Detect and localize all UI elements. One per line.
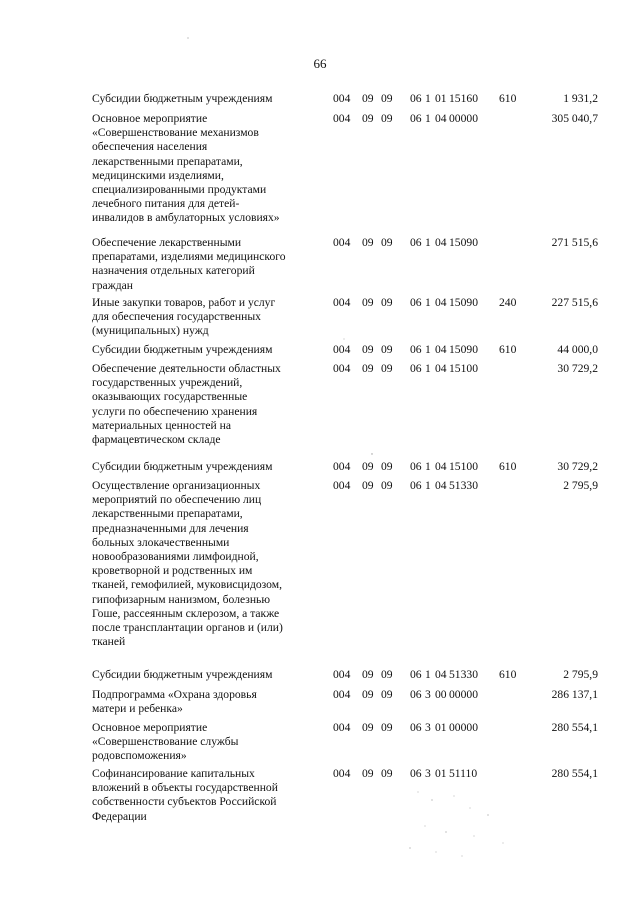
table-row: [0, 767, 640, 827]
code-rz: 09: [362, 668, 374, 681]
code-pr: 09: [381, 296, 393, 309]
description-line: больных злокачественными: [92, 535, 230, 549]
row-description: [92, 668, 328, 682]
code-main-event: 01: [435, 92, 447, 105]
code-rz: 09: [362, 688, 374, 701]
code-subprogram: 3: [425, 767, 431, 780]
code-main-event: 04: [435, 236, 447, 249]
code-pr: 09: [381, 362, 393, 375]
code-subprogram: 3: [425, 688, 431, 701]
description-line: лечебного питания для детей-: [92, 197, 240, 211]
description-line: государственных учреждений,: [92, 376, 243, 390]
table-row: [0, 92, 640, 112]
description-line: лекарственными препаратами,: [92, 507, 243, 521]
code-ved: 004: [333, 688, 351, 701]
table-row: [0, 668, 640, 688]
code-program: 06: [410, 767, 422, 780]
code-direction: 15090: [449, 236, 478, 249]
table-row: [0, 296, 640, 343]
amount: 286 137,1: [551, 688, 598, 701]
code-ved: 004: [333, 767, 351, 780]
description-line: тканей: [92, 635, 126, 649]
code-subprogram: 1: [425, 460, 431, 473]
code-direction: 15090: [449, 343, 478, 356]
row-description: [92, 688, 328, 716]
code-program: 06: [410, 668, 422, 681]
description-line: для обеспечения государственных: [92, 310, 261, 324]
code-direction: 15160: [449, 92, 478, 105]
description-line: Гоше, рассеянным склерозом, а также: [92, 606, 280, 620]
code-main-event: 00: [435, 688, 447, 701]
description-line: тканей, гемофилией, муковисцидозом,: [92, 578, 282, 592]
code-program: 06: [410, 688, 422, 701]
row-description: [92, 112, 328, 226]
description-line: Субсидии бюджетным учреждениям: [92, 460, 273, 473]
table-row: [0, 460, 640, 479]
code-subprogram: 1: [425, 92, 431, 105]
code-ved: 004: [333, 92, 351, 105]
description-line: оказывающих государственные: [92, 390, 248, 404]
amount: 271 515,6: [551, 236, 598, 249]
description-line: Иные закупки товаров, работ и услуг: [92, 296, 276, 309]
code-subprogram: 1: [425, 668, 431, 681]
description-line: родовспоможения»: [92, 749, 187, 763]
amount: 2 795,9: [563, 668, 598, 681]
code-program: 06: [410, 362, 422, 375]
code-rz: 09: [362, 236, 374, 249]
code-ved: 004: [333, 668, 351, 681]
description-line: «Совершенствование службы: [92, 735, 239, 749]
code-direction: 15100: [449, 460, 478, 473]
code-expense-type: 610: [499, 92, 517, 105]
description-line: Основное мероприятие: [92, 112, 208, 125]
description-line: инвалидов в амбулаторных условиях»: [92, 211, 280, 225]
table-row: [0, 343, 640, 362]
amount: 30 729,2: [557, 362, 598, 375]
table-row: [0, 236, 640, 296]
code-pr: 09: [381, 92, 393, 105]
code-subprogram: 1: [425, 479, 431, 492]
amount: 2 795,9: [563, 479, 598, 492]
code-rz: 09: [362, 721, 374, 734]
description-line: назначения отдельных категорий: [92, 264, 255, 278]
description-line: матери и ребенка»: [92, 702, 183, 716]
description-line: Обеспечение лекарственными: [92, 236, 242, 249]
description-line: Подпрограмма «Охрана здоровья: [92, 688, 257, 701]
code-rz: 09: [362, 767, 374, 780]
code-pr: 09: [381, 767, 393, 780]
amount: 227 515,6: [551, 296, 598, 309]
code-direction: 51330: [449, 479, 478, 492]
code-program: 06: [410, 236, 422, 249]
description-line: кроветворной и родственных им: [92, 564, 253, 578]
description-line: препаратами, изделиями медицинского: [92, 250, 286, 264]
table-row: [0, 479, 640, 668]
code-direction: 00000: [449, 721, 478, 734]
code-main-event: 04: [435, 668, 447, 681]
code-ved: 004: [333, 362, 351, 375]
code-program: 06: [410, 721, 422, 734]
description-line: лекарственными препаратами,: [92, 154, 243, 168]
description-line: гипофизарным нанизмом, болезнью: [92, 592, 270, 606]
table-row: [0, 688, 640, 721]
row-description: [92, 479, 328, 649]
table-row: [0, 112, 640, 236]
code-ved: 004: [333, 721, 351, 734]
description-line: мероприятий по обеспечению лиц: [92, 493, 262, 507]
code-subprogram: 1: [425, 236, 431, 249]
description-line: медицинскими изделиями,: [92, 168, 224, 182]
code-expense-type: 610: [499, 668, 517, 681]
row-description: [92, 343, 328, 357]
code-program: 06: [410, 112, 422, 125]
amount: 280 554,1: [551, 721, 598, 734]
description-line: материальных ценностей на: [92, 418, 231, 432]
code-pr: 09: [381, 236, 393, 249]
row-description: [92, 92, 328, 106]
row-description: [92, 721, 328, 764]
code-pr: 09: [381, 668, 393, 681]
description-line: Субсидии бюджетным учреждениям: [92, 92, 273, 105]
code-main-event: 04: [435, 296, 447, 309]
row-description: [92, 767, 328, 824]
code-main-event: 01: [435, 767, 447, 780]
code-rz: 09: [362, 296, 374, 309]
description-line: Обеспечение деятельности областных: [92, 362, 281, 375]
description-line: Субсидии бюджетным учреждениям: [92, 668, 273, 681]
code-main-event: 04: [435, 112, 447, 125]
code-direction: 00000: [449, 112, 478, 125]
code-direction: 51110: [449, 767, 478, 780]
description-line: Основное мероприятие: [92, 721, 208, 734]
description-line: новообразованиями лимфоидной,: [92, 550, 259, 564]
code-rz: 09: [362, 362, 374, 375]
code-expense-type: 610: [499, 460, 517, 473]
description-line: собственности субъектов Российской: [92, 795, 277, 809]
budget-table: [0, 92, 640, 827]
code-program: 06: [410, 92, 422, 105]
code-program: 06: [410, 296, 422, 309]
description-line: специализированными продуктами: [92, 183, 267, 197]
code-pr: 09: [381, 460, 393, 473]
amount: 44 000,0: [557, 343, 598, 356]
description-line: (муниципальных) нужд: [92, 324, 209, 338]
code-subprogram: 1: [425, 343, 431, 356]
description-line: фармацевтическом складе: [92, 433, 221, 447]
code-subprogram: 1: [425, 296, 431, 309]
code-rz: 09: [362, 460, 374, 473]
code-rz: 09: [362, 92, 374, 105]
row-description: [92, 362, 328, 447]
code-direction: 15100: [449, 362, 478, 375]
code-program: 06: [410, 479, 422, 492]
code-subprogram: 1: [425, 112, 431, 125]
description-line: Федерации: [92, 809, 147, 823]
description-line: «Совершенствование механизмов: [92, 126, 259, 140]
code-pr: 09: [381, 688, 393, 701]
code-expense-type: 240: [499, 296, 517, 309]
description-line: после трансплантации органов и (или): [92, 621, 283, 635]
code-program: 06: [410, 460, 422, 473]
amount: 30 729,2: [557, 460, 598, 473]
code-direction: 00000: [449, 688, 478, 701]
code-rz: 09: [362, 479, 374, 492]
code-pr: 09: [381, 112, 393, 125]
row-description: [92, 296, 328, 339]
code-main-event: 04: [435, 460, 447, 473]
code-direction: 15090: [449, 296, 478, 309]
description-line: услуги по обеспечению хранения: [92, 404, 258, 418]
code-ved: 004: [333, 236, 351, 249]
code-rz: 09: [362, 112, 374, 125]
table-row: [0, 362, 640, 460]
code-main-event: 04: [435, 479, 447, 492]
code-direction: 51330: [449, 668, 478, 681]
table-row: [0, 721, 640, 767]
code-ved: 004: [333, 296, 351, 309]
amount: 1 931,2: [563, 92, 598, 105]
code-main-event: 04: [435, 343, 447, 356]
description-line: граждан: [92, 278, 133, 292]
code-ved: 004: [333, 112, 351, 125]
code-rz: 09: [362, 343, 374, 356]
code-subprogram: 1: [425, 362, 431, 375]
code-pr: 09: [381, 479, 393, 492]
page-number: 66: [313, 56, 327, 71]
description-line: предназначенными для лечения: [92, 521, 249, 535]
code-main-event: 01: [435, 721, 447, 734]
amount: 280 554,1: [551, 767, 598, 780]
description-line: вложений в объекты государственной: [92, 781, 278, 795]
description-line: Субсидии бюджетным учреждениям: [92, 343, 273, 356]
row-description: [92, 460, 328, 474]
description-line: Софинансирование капитальных: [92, 767, 255, 780]
description-line: Осуществление организационных: [92, 479, 261, 492]
description-line: обеспечения населения: [92, 140, 208, 154]
row-description: [92, 236, 328, 293]
code-expense-type: 610: [499, 343, 517, 356]
code-pr: 09: [381, 343, 393, 356]
code-ved: 004: [333, 460, 351, 473]
code-main-event: 04: [435, 362, 447, 375]
code-ved: 004: [333, 479, 351, 492]
code-subprogram: 3: [425, 721, 431, 734]
code-ved: 004: [333, 343, 351, 356]
amount: 305 040,7: [551, 112, 598, 125]
code-program: 06: [410, 343, 422, 356]
code-pr: 09: [381, 721, 393, 734]
